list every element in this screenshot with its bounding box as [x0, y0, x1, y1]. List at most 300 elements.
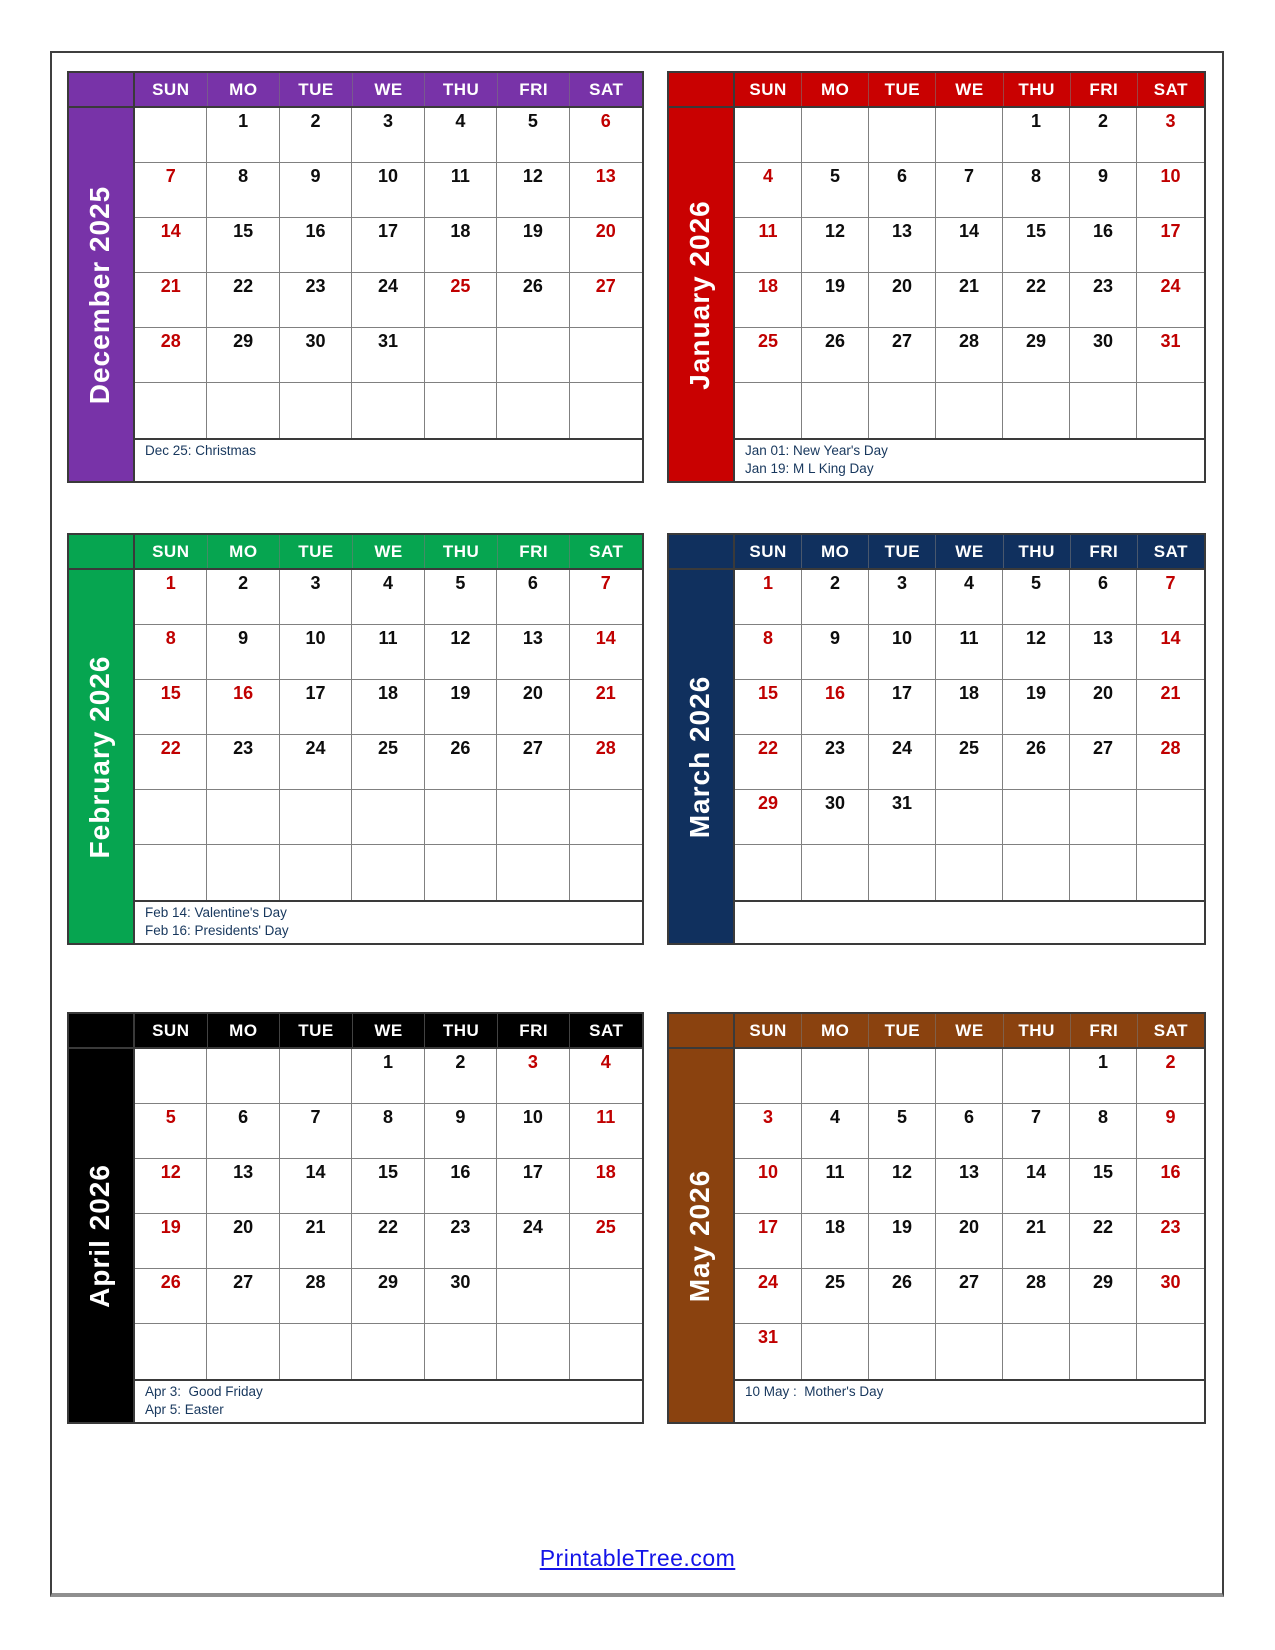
day-cell: 9 — [802, 625, 869, 680]
empty-cell — [735, 845, 802, 900]
day-cell: 7 — [1003, 1104, 1070, 1159]
empty-cell — [207, 1049, 279, 1104]
day-cell: 10 — [497, 1104, 569, 1159]
calendar-may-2026 — [667, 1012, 1206, 1424]
empty-cell — [1003, 1049, 1070, 1104]
day-cell: 21 — [135, 273, 207, 328]
weekday-header-row — [735, 1014, 1204, 1047]
weekday-header: FRI — [1070, 73, 1137, 106]
weekday-header: SUN — [135, 535, 207, 568]
day-cell: 13 — [869, 218, 936, 273]
day-cell: 23 — [207, 735, 279, 790]
day-cell: 14 — [570, 625, 642, 680]
day-cell: 18 — [802, 1214, 869, 1269]
weekday-header: WE — [935, 1014, 1002, 1047]
day-cell: 4 — [570, 1049, 642, 1104]
holiday-note: Jan 19: M L King Day — [745, 461, 874, 476]
day-cell: 3 — [1137, 108, 1204, 163]
day-cell: 5 — [425, 570, 497, 625]
empty-cell — [135, 383, 207, 438]
day-cell: 20 — [207, 1214, 279, 1269]
weekday-header: FRI — [497, 73, 570, 106]
month-title: March 2026 — [684, 675, 715, 839]
holiday-note: Feb 16: Presidents' Day — [145, 923, 289, 938]
weekday-header: FRI — [1070, 1014, 1137, 1047]
day-cell: 1 — [1003, 108, 1070, 163]
day-cell: 4 — [802, 1104, 869, 1159]
day-cell: 20 — [869, 273, 936, 328]
empty-cell — [936, 108, 1003, 163]
empty-cell — [802, 108, 869, 163]
empty-cell — [869, 383, 936, 438]
empty-cell — [352, 383, 424, 438]
day-cell: 24 — [497, 1214, 569, 1269]
holiday-note: Jan 01: New Year's Day — [745, 443, 888, 458]
weekday-header: THU — [424, 535, 497, 568]
empty-cell — [207, 383, 279, 438]
day-cell: 22 — [1070, 1214, 1137, 1269]
empty-cell — [802, 845, 869, 900]
empty-cell — [497, 790, 569, 845]
day-cell: 3 — [497, 1049, 569, 1104]
day-cell: 24 — [869, 735, 936, 790]
day-cell: 31 — [1137, 328, 1204, 383]
weekday-header: MO — [207, 535, 280, 568]
empty-cell — [352, 845, 424, 900]
day-cell: 10 — [352, 163, 424, 218]
day-cell: 29 — [735, 790, 802, 845]
day-cell: 29 — [352, 1269, 424, 1324]
empty-cell — [570, 1324, 642, 1379]
day-cell: 17 — [280, 680, 352, 735]
weekday-header: TUE — [868, 73, 935, 106]
weekday-header: MO — [801, 535, 868, 568]
day-cell: 12 — [1003, 625, 1070, 680]
day-cell: 29 — [1070, 1269, 1137, 1324]
day-cell: 13 — [207, 1159, 279, 1214]
day-cell: 25 — [570, 1214, 642, 1269]
day-cell: 17 — [1137, 218, 1204, 273]
day-cell: 17 — [735, 1214, 802, 1269]
day-cell: 2 — [1070, 108, 1137, 163]
day-cell: 1 — [735, 570, 802, 625]
weekday-header: WE — [352, 73, 425, 106]
day-cell: 2 — [207, 570, 279, 625]
day-cell: 6 — [936, 1104, 1003, 1159]
day-cell: 3 — [280, 570, 352, 625]
day-cell: 1 — [135, 570, 207, 625]
day-cell: 11 — [802, 1159, 869, 1214]
day-cell: 11 — [570, 1104, 642, 1159]
day-cell: 15 — [1003, 218, 1070, 273]
day-cell: 8 — [135, 625, 207, 680]
day-cell: 27 — [570, 273, 642, 328]
weekday-header: TUE — [279, 535, 352, 568]
day-cell: 6 — [869, 163, 936, 218]
empty-cell — [135, 108, 207, 163]
day-cell: 22 — [135, 735, 207, 790]
day-cell: 15 — [207, 218, 279, 273]
day-cell: 20 — [497, 680, 569, 735]
weekday-header: WE — [352, 535, 425, 568]
weekday-header: WE — [935, 535, 1002, 568]
day-cell: 18 — [936, 680, 1003, 735]
day-cell: 9 — [425, 1104, 497, 1159]
empty-cell — [570, 790, 642, 845]
empty-cell — [425, 1324, 497, 1379]
empty-cell — [497, 1269, 569, 1324]
day-cell: 20 — [570, 218, 642, 273]
date-grid — [135, 108, 642, 438]
day-cell: 26 — [802, 328, 869, 383]
weekday-header: FRI — [497, 1014, 570, 1047]
day-cell: 14 — [280, 1159, 352, 1214]
day-cell: 14 — [1137, 625, 1204, 680]
day-cell: 3 — [735, 1104, 802, 1159]
month-title: May 2026 — [684, 1169, 715, 1303]
weekday-header: THU — [424, 1014, 497, 1047]
day-cell: 24 — [1137, 273, 1204, 328]
month-title-band — [669, 73, 735, 481]
day-cell: 3 — [352, 108, 424, 163]
day-cell: 7 — [570, 570, 642, 625]
weekday-header: THU — [1003, 1014, 1070, 1047]
day-cell: 4 — [425, 108, 497, 163]
weekday-header: SAT — [1137, 73, 1204, 106]
empty-cell — [352, 1324, 424, 1379]
day-cell: 4 — [936, 570, 1003, 625]
day-cell: 29 — [207, 328, 279, 383]
calendar-december-2025 — [67, 71, 644, 483]
day-cell: 26 — [425, 735, 497, 790]
weekday-header: SUN — [735, 1014, 801, 1047]
day-cell: 27 — [936, 1269, 1003, 1324]
empty-cell — [735, 108, 802, 163]
day-cell: 22 — [352, 1214, 424, 1269]
holiday-notes — [135, 1379, 642, 1422]
day-cell: 15 — [1070, 1159, 1137, 1214]
day-cell: 30 — [802, 790, 869, 845]
day-cell: 1 — [352, 1049, 424, 1104]
month-title-band — [69, 73, 135, 481]
day-cell: 19 — [1003, 680, 1070, 735]
day-cell: 26 — [497, 273, 569, 328]
empty-cell — [936, 1324, 1003, 1379]
day-cell: 27 — [207, 1269, 279, 1324]
day-cell: 10 — [869, 625, 936, 680]
month-title-band — [69, 1014, 135, 1422]
day-cell: 28 — [936, 328, 1003, 383]
day-cell: 5 — [869, 1104, 936, 1159]
empty-cell — [802, 383, 869, 438]
day-cell: 18 — [570, 1159, 642, 1214]
day-cell: 22 — [735, 735, 802, 790]
weekday-header: SAT — [1137, 535, 1204, 568]
day-cell: 5 — [135, 1104, 207, 1159]
empty-cell — [352, 790, 424, 845]
day-cell: 19 — [135, 1214, 207, 1269]
empty-cell — [936, 383, 1003, 438]
day-cell: 6 — [207, 1104, 279, 1159]
day-cell: 21 — [280, 1214, 352, 1269]
day-cell: 25 — [425, 273, 497, 328]
day-cell: 21 — [570, 680, 642, 735]
day-cell: 17 — [497, 1159, 569, 1214]
holiday-note: Dec 25: Christmas — [145, 443, 257, 458]
empty-cell — [1137, 383, 1204, 438]
empty-cell — [425, 328, 497, 383]
day-cell: 25 — [936, 735, 1003, 790]
day-cell: 13 — [1070, 625, 1137, 680]
day-cell: 14 — [1003, 1159, 1070, 1214]
day-cell: 30 — [1070, 328, 1137, 383]
empty-cell — [207, 790, 279, 845]
day-cell: 10 — [735, 1159, 802, 1214]
weekday-header: SUN — [735, 73, 801, 106]
day-cell: 24 — [735, 1269, 802, 1324]
empty-cell — [497, 328, 569, 383]
holiday-notes — [135, 438, 642, 481]
month-title-band — [669, 535, 735, 943]
empty-cell — [497, 1324, 569, 1379]
day-cell: 30 — [425, 1269, 497, 1324]
weekday-header: WE — [352, 1014, 425, 1047]
day-cell: 4 — [352, 570, 424, 625]
day-cell: 20 — [1070, 680, 1137, 735]
empty-cell — [207, 845, 279, 900]
date-grid — [135, 1049, 642, 1379]
empty-cell — [135, 790, 207, 845]
day-cell: 12 — [497, 163, 569, 218]
empty-cell — [570, 328, 642, 383]
day-cell: 2 — [1137, 1049, 1204, 1104]
day-cell: 10 — [280, 625, 352, 680]
empty-cell — [735, 383, 802, 438]
day-cell: 15 — [352, 1159, 424, 1214]
day-cell: 21 — [1137, 680, 1204, 735]
day-cell: 19 — [497, 218, 569, 273]
day-cell: 21 — [936, 273, 1003, 328]
date-grid — [735, 108, 1204, 438]
empty-cell — [207, 1324, 279, 1379]
day-cell: 11 — [936, 625, 1003, 680]
day-cell: 28 — [135, 328, 207, 383]
weekday-header: SAT — [569, 73, 642, 106]
day-cell: 28 — [280, 1269, 352, 1324]
holiday-note: Feb 14: Valentine's Day — [145, 905, 287, 920]
day-cell: 13 — [570, 163, 642, 218]
day-cell: 6 — [497, 570, 569, 625]
empty-cell — [869, 845, 936, 900]
holiday-note: Apr 5: Easter — [145, 1402, 224, 1417]
day-cell: 16 — [1137, 1159, 1204, 1214]
day-cell: 28 — [1003, 1269, 1070, 1324]
empty-cell — [936, 845, 1003, 900]
day-cell: 12 — [869, 1159, 936, 1214]
empty-cell — [280, 1049, 352, 1104]
empty-cell — [802, 1049, 869, 1104]
empty-cell — [135, 1324, 207, 1379]
day-cell: 30 — [280, 328, 352, 383]
empty-cell — [497, 383, 569, 438]
empty-cell — [869, 1049, 936, 1104]
day-cell: 23 — [280, 273, 352, 328]
holiday-notes — [735, 438, 1204, 481]
day-cell: 6 — [570, 108, 642, 163]
day-cell: 10 — [1137, 163, 1204, 218]
day-cell: 12 — [425, 625, 497, 680]
page-footer — [0, 1545, 1275, 1572]
day-cell: 17 — [869, 680, 936, 735]
day-cell: 15 — [735, 680, 802, 735]
day-cell: 7 — [135, 163, 207, 218]
weekday-header: THU — [424, 73, 497, 106]
empty-cell — [802, 1324, 869, 1379]
weekday-header: TUE — [868, 1014, 935, 1047]
day-cell: 27 — [1070, 735, 1137, 790]
date-grid — [735, 1049, 1204, 1379]
day-cell: 8 — [1003, 163, 1070, 218]
empty-cell — [936, 1049, 1003, 1104]
day-cell: 11 — [352, 625, 424, 680]
weekday-header-row — [735, 535, 1204, 568]
day-cell: 11 — [735, 218, 802, 273]
weekday-header: SAT — [1137, 1014, 1204, 1047]
empty-cell — [735, 1049, 802, 1104]
month-title: December 2025 — [84, 185, 115, 405]
day-cell: 19 — [425, 680, 497, 735]
weekday-header-row — [735, 73, 1204, 106]
month-title-band — [69, 535, 135, 943]
day-cell: 23 — [1137, 1214, 1204, 1269]
holiday-notes — [135, 900, 642, 943]
weekday-header-row — [135, 73, 642, 106]
calendar-january-2026 — [667, 71, 1206, 483]
date-grid — [135, 570, 642, 900]
day-cell: 13 — [936, 1159, 1003, 1214]
day-cell: 29 — [1003, 328, 1070, 383]
footer-link[interactable]: PrintableTree.com — [539, 1545, 736, 1571]
day-cell: 21 — [1003, 1214, 1070, 1269]
day-cell: 9 — [280, 163, 352, 218]
day-cell: 14 — [936, 218, 1003, 273]
empty-cell — [1070, 845, 1137, 900]
calendar-march-2026 — [667, 533, 1206, 945]
day-cell: 18 — [735, 273, 802, 328]
day-cell: 23 — [425, 1214, 497, 1269]
day-cell: 16 — [1070, 218, 1137, 273]
day-cell: 28 — [570, 735, 642, 790]
day-cell: 8 — [1070, 1104, 1137, 1159]
empty-cell — [1070, 790, 1137, 845]
empty-cell — [1137, 790, 1204, 845]
day-cell: 22 — [207, 273, 279, 328]
weekday-header: MO — [801, 1014, 868, 1047]
empty-cell — [280, 845, 352, 900]
weekday-header: THU — [1003, 535, 1070, 568]
empty-cell — [1003, 845, 1070, 900]
day-cell: 27 — [869, 328, 936, 383]
day-cell: 14 — [135, 218, 207, 273]
month-title: January 2026 — [684, 200, 715, 390]
day-cell: 7 — [1137, 570, 1204, 625]
day-cell: 16 — [425, 1159, 497, 1214]
day-cell: 26 — [869, 1269, 936, 1324]
empty-cell — [425, 845, 497, 900]
day-cell: 30 — [1137, 1269, 1204, 1324]
day-cell: 26 — [135, 1269, 207, 1324]
month-title: February 2026 — [84, 655, 115, 859]
day-cell: 25 — [735, 328, 802, 383]
day-cell: 9 — [207, 625, 279, 680]
day-cell: 3 — [869, 570, 936, 625]
day-cell: 24 — [280, 735, 352, 790]
day-cell: 25 — [802, 1269, 869, 1324]
day-cell: 26 — [1003, 735, 1070, 790]
day-cell: 8 — [352, 1104, 424, 1159]
empty-cell — [425, 790, 497, 845]
empty-cell — [869, 108, 936, 163]
month-title: April 2026 — [84, 1164, 115, 1308]
empty-cell — [570, 383, 642, 438]
day-cell: 7 — [936, 163, 1003, 218]
day-cell: 20 — [936, 1214, 1003, 1269]
day-cell: 16 — [280, 218, 352, 273]
holiday-notes — [735, 1379, 1204, 1422]
day-cell: 18 — [425, 218, 497, 273]
day-cell: 28 — [1137, 735, 1204, 790]
day-cell: 23 — [802, 735, 869, 790]
day-cell: 5 — [1003, 570, 1070, 625]
weekday-header: FRI — [1070, 535, 1137, 568]
calendar-february-2026 — [67, 533, 644, 945]
day-cell: 19 — [869, 1214, 936, 1269]
weekday-header-row — [135, 535, 642, 568]
day-cell: 25 — [352, 735, 424, 790]
empty-cell — [1003, 383, 1070, 438]
day-cell: 12 — [135, 1159, 207, 1214]
holiday-notes — [735, 900, 1204, 943]
month-title-band — [669, 1014, 735, 1422]
empty-cell — [1070, 1324, 1137, 1379]
day-cell: 31 — [869, 790, 936, 845]
day-cell: 1 — [207, 108, 279, 163]
weekday-header: WE — [935, 73, 1002, 106]
empty-cell — [570, 1269, 642, 1324]
empty-cell — [869, 1324, 936, 1379]
day-cell: 15 — [135, 680, 207, 735]
empty-cell — [570, 845, 642, 900]
day-cell: 13 — [497, 625, 569, 680]
day-cell: 11 — [425, 163, 497, 218]
holiday-note: Apr 3: Good Friday — [145, 1384, 263, 1399]
empty-cell — [135, 1049, 207, 1104]
day-cell: 27 — [497, 735, 569, 790]
day-cell: 12 — [802, 218, 869, 273]
empty-cell — [135, 845, 207, 900]
day-cell: 23 — [1070, 273, 1137, 328]
date-grid — [735, 570, 1204, 900]
day-cell: 7 — [280, 1104, 352, 1159]
weekday-header: SUN — [135, 1014, 207, 1047]
weekday-header: SAT — [569, 535, 642, 568]
empty-cell — [280, 790, 352, 845]
empty-cell — [497, 845, 569, 900]
empty-cell — [280, 1324, 352, 1379]
weekday-header: TUE — [279, 73, 352, 106]
weekday-header: MO — [207, 73, 280, 106]
day-cell: 16 — [802, 680, 869, 735]
